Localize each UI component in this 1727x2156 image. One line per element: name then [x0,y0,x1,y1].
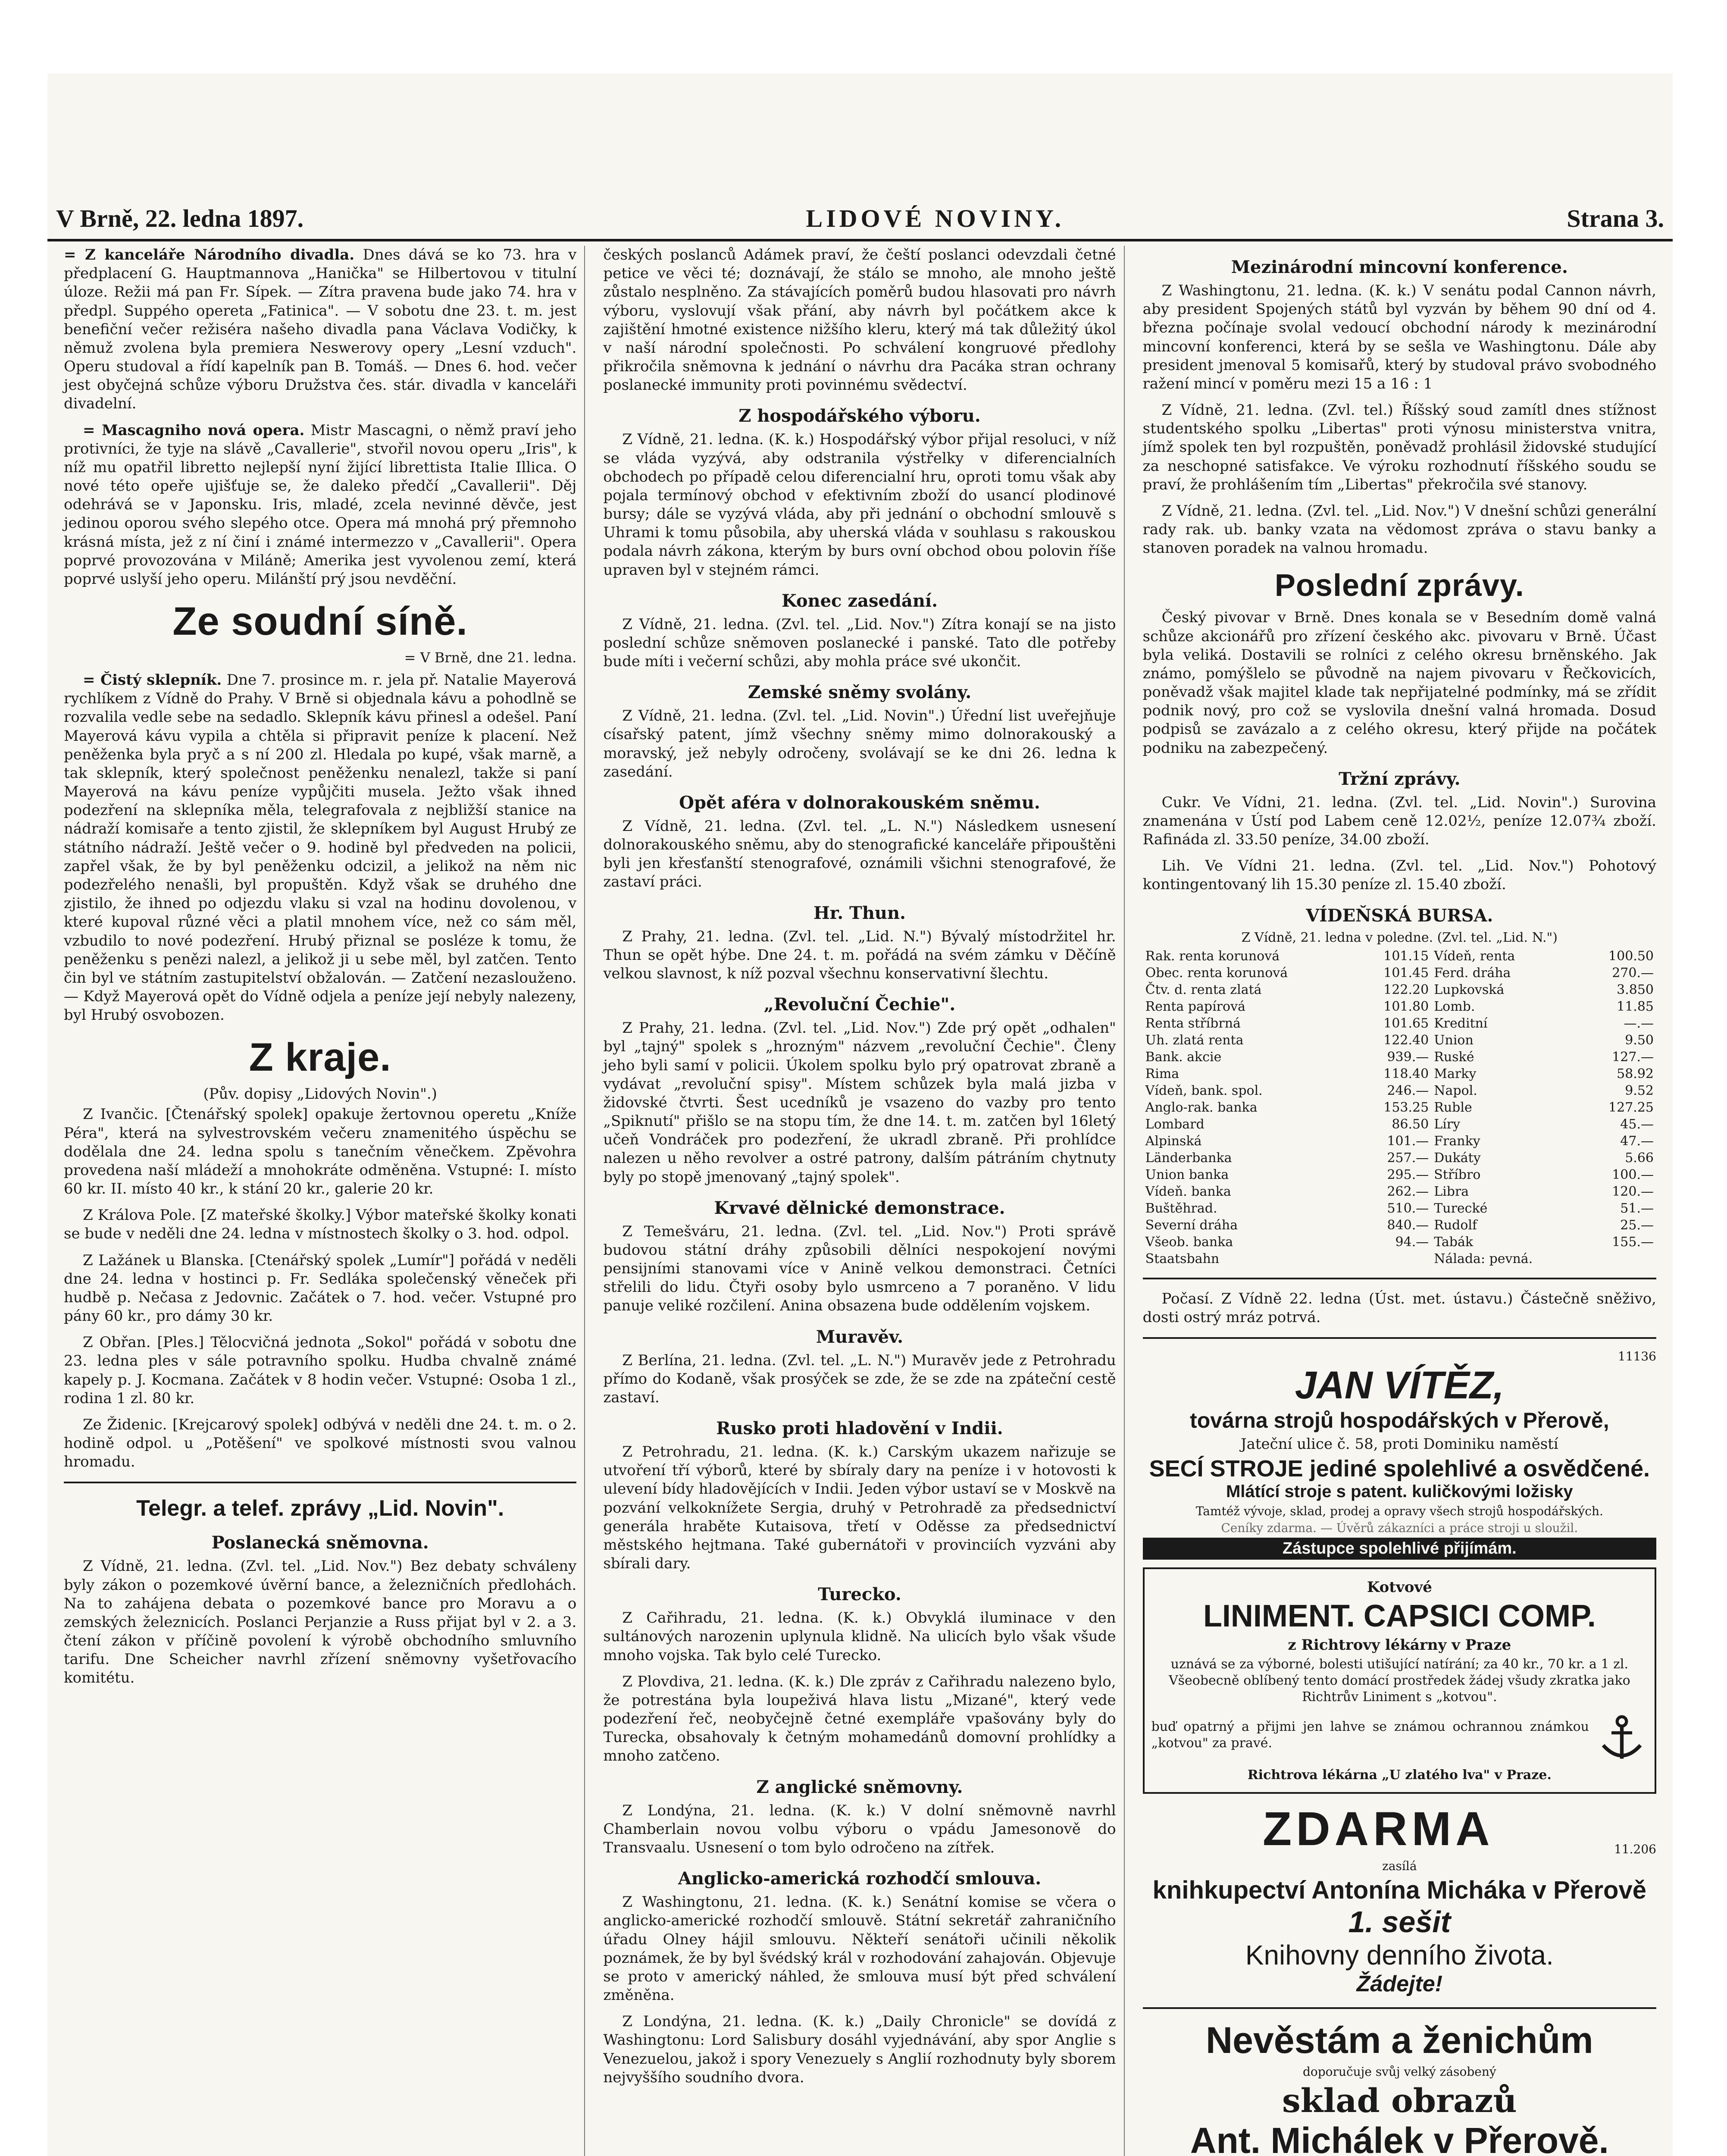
ad-zdarma-book: Knihovny denního života. [1245,1940,1554,1971]
ad-jan-vitez-headline: SECÍ STROJE jediné spolehlivé a osvědčené. [1149,1455,1650,1482]
stock-name: Libra [1434,1184,1469,1199]
heading-diets: Zemské sněmy svolány. [748,682,972,703]
stock-exchange-subtitle: Z Vídně, 21. ledna v poledne. (Zvl. tel. „Lid. N.") [1241,930,1558,945]
stock-value: 58.92 [1617,1066,1654,1081]
article-mint-conference: Z Washingtonu, 21. ledna. (K. k.) V senátu podal Cannon návrh, aby president Spojených států byl vyzván by během 90 dní od 4. března počínaje svolal vedoucí obchodní národy k mezinárodní mincovní konferenci, která by se sešla ve Washingtonu. Dále aby president jmenoval 5 komisařů, který by studoval právo svobodného ražení mincí v poměru mezi 15 a 16 : 1 [1142,282,1656,392]
stock-name: Stříbro [1434,1167,1481,1182]
stock-name: Renta stříbrná [1145,1015,1241,1031]
masthead [47,194,1673,241]
ad-zdarma-bookshop: knihkupectví Antonína Micháka v Přerově [1152,1876,1646,1905]
stock-row [1143,1049,1656,1065]
masthead-page: Strana 3. [1567,204,1664,232]
heading-mint-conference: Mezinárodní mincovní konference. [1231,257,1568,277]
stock-value: 25.— [1620,1217,1654,1233]
stock-row [1143,948,1656,965]
stock-name: Union [1434,1032,1474,1048]
stock-row [1143,1200,1656,1217]
region-zidenice: Ze Židenic. [Krejcarový spolek] odbývá v neděli dne 24. t. m. o 2. hodině odpol. u „Potěšení" ve spolkové místnosti svou valnou hromadu. [64,1416,577,1471]
parliament-heading: Poslanecká sněmovna. [211,1532,429,1553]
ad-liniment [1143,1567,1656,1794]
column-middle [595,246,1124,2156]
stock-name: Franky [1434,1133,1480,1149]
article-session-end: Z Vídně, 21. ledna. (Zvl. tel. „Lid. Nov.") Zítra konají se na jisto poslední schůze sněmoven poslanecké i panské. Tato dle potřeby bude míti i večerní schůzi, aby mohla práce své ukončit. [603,615,1116,671]
article-turkey-1: Z Cařihradu, 21. ledna. (K. k.) Obvyklá iluminace v den sultánových narozenin uplynula klidně. Na ulicích bylo však všude mnoho vojska. Tak bylo celé Turecko. [603,1609,1116,1664]
stock-value: 101.80 [1383,999,1429,1014]
ad-liniment-text: uznává se za výborné, bolesti utišující natírání; za 40 kr., 70 kr. a 1 zl. Všeobecně oblíbený tento domácí prostředek žádej všudy zkratka jako Richtrův Liniment s „kotvou". [1168,1656,1630,1705]
ad-michalek-middle: sklad obrazů [1282,2081,1517,2120]
article-court-text: Dne 7. prosince m. r. jela př. Natalie Mayerová rychlíkem z Vídně do Prahy. V Brně si objednala kávu a pohodlně se rozvalila vedle sebe na sedadlo. Sklepník kávu přinesl a odešel. Paní Mayerová kávu vypila a chtěla si připravit peníze k placení. Než peněženka byla pryč a s ní 200 zl. Hledala po kupé, však marně, a tak sklepník, který společnost peněženku nenalezl, takže si paní Mayerová na kávu peníze vypůjčiti musela. Ježto však ihned podezření na sklepníka měla, telegrafovala z nejbližší stanice na nádraží komisaře a tento zjistil, že sklepníkem byl August Hrubý ze státního nádraží. Ještě večer o 9. hodině byl předveden na policii, zapřel však, že by byl peněženku odcizil, a jelikož na něm nic podezřelého nenašli, byl propuštěn. Když však se druhého dne zjistilo, že ihned po odjezdu vlaku si vzal na hodinu dovolenou, v které kupoval různé věci a platil mnohem více, než co sám měl, vzbudilo to nové podezření. Hrubý přiznal se posléze k tomu, že peněženku s penězi nalezl, a jelikož ji u sebe měl, byl zatčen. Tento čin byl ve státním zastupitelství obžalován. — Zatčení nezaslouženo. — Když Mayerová opět do Vídně odjela a peníze její nebyly nalezeny, byl Hrubý osvobozen. [64,671,577,1024]
article-turkey-2: Z Plovdiva, 21. ledna. (K. k.) Dle zpráv z Cařihradu nalezeno bylo, že potrestána byla loupeživá hlava listu „Mizané", který vede podezření řeč, neobyčejně četné exempláře vpašovány byly do Turecka, obsahovaly k četným mohamedánů domovní prohlídky a mnoho zatčeno. [603,1673,1116,1765]
stock-name: Marky [1434,1066,1477,1081]
article-treaty-2: Z Londýna, 21. ledna. (K. k.) „Daily Chronicle" se dovídá z Washingtonu: Lord Salisbury dosáhl vyjednávání, aby spor Anglie s Venezuelou, jakož i spory Venezuely s Anglií rozhodnuty byly sborem nejvyššího soudního dvora. [603,2013,1116,2086]
ad-zdarma-issue: 1. sešit [1348,1905,1451,1939]
divider [1143,1278,1656,1279]
heading-thun: Hr. Thun. [813,903,906,923]
article-diets: Z Vídně, 21. ledna. (Zvl. tel. „Lid. Novin".) Úřední list uveřejňuje císařský patent, jímž všechny sněmy mimo dolnorakouský a moravský, jež nebyly odročeny, svolávají se ke dni 26. ledna k zasedání. [603,707,1116,780]
stock-row [1143,1116,1656,1133]
article-theatre [64,246,576,414]
region-obrany: Z Obřan. [Ples.] Tělocvičná jednota „Sokol" pořádá v sobotu dne 23. ledna ples v sále potravního spolku. Hudba chvalně známé kapely p. J. Kocmana. Začátek v 8 hodin večer. Vstupné: Osoba 1 zl., rodina 1 zl. 80 kr. [64,1334,577,1407]
column-right [1135,246,1664,2156]
stock-value: 246.— [1387,1083,1429,1098]
stock-name: Alpinská [1145,1133,1202,1149]
stock-value: 155.— [1612,1234,1654,1250]
stock-row [1143,1065,1656,1082]
stock-row [1143,998,1656,1015]
stock-name: Vídeň, bank. spol. [1145,1083,1263,1098]
stock-name: Staatsbahn [1145,1251,1220,1266]
article-court [64,671,576,1025]
stock-name: Napol. [1434,1083,1477,1098]
ad-michalek-title: Nevěstám a ženichům [1206,2020,1593,2062]
heading-session-end: Konec zasedání. [781,590,938,611]
stock-row [1143,1150,1656,1166]
ad-jan-vitez-footer: Zástupce spolehlivé přijímám. [1143,1538,1656,1560]
divider [64,1482,576,1483]
section-telegraph-title: Telegr. a telef. zprávy „Lid. Novin". [136,1496,504,1521]
article-treaty-1: Z Washingtonu, 21. ledna. (K. k.) Senátní komise se včera o anglicko-americké rozhodčí smlouvě. Státní sekretář zahraničního úřadu Olney hájil smlouvu. Někteří senátoři učinili několik poznámek, že by byl švédský král v rozhodování zahajován. Objevuje se proto v americký náhled, že smlouva musí být před schválení změněna. [603,1893,1116,2004]
stock-name: Rak. renta korunová [1145,948,1280,964]
stock-value: 120.— [1612,1184,1654,1199]
ad-liniment-from: z Richtrovy lékárny v Praze [1288,1636,1511,1654]
weather-report: Počasí. Z Vídně 22. ledna (Úst. met. ústavu.) Částečně sněživo, dosti ostrý mráz potrvá. [1142,1290,1656,1326]
ad-michalek-sub: doporučuje svůj velký zásobený [1302,2065,1496,2079]
stock-value: 101.65 [1383,1015,1429,1031]
stock-value: 45.— [1620,1116,1654,1132]
stock-row [1143,1082,1656,1099]
stock-name: Vídeň, renta [1434,948,1515,964]
stock-value: 257.— [1387,1150,1429,1166]
ad-jan-vitez-small: Tamtéž vývoje, sklad, prodej a opravy všech strojů hospodářských. [1195,1504,1603,1518]
ad-zdarma-zasila: zasílá [1382,1859,1417,1874]
stock-name: Turecké [1434,1200,1488,1216]
stock-name: Buštěhrad. [1145,1200,1217,1216]
market-spirit: Lih. Ve Vídni 21. ledna. (Zvl. tel. „Lid. Nov.") Pohotový kontingentovaný lih 15.30 peníze zl. 15.40 zboží. [1142,857,1656,893]
article-clergy: českých poslanců Adámek praví, že čeští poslanci odevzdali četné petice ve věci té; doznávají, že stálo se mnoho, ale mnoho ještě zůstalo nesplněno. Za stávajících poměrů budou hlasovati pro návrh výboru, vyslovují však přání, aby návrh byl počátkem akce k zajištění hmotné existence nižšího kleru, který má tak důležitý úkol v naší národní společnosti. Po schválení kongruové předlohy přikročila sněmovna k jednání o návrhu dra Pacáka stran ochrany poslanecké immunity proti povinnému svědectví. [603,246,1116,394]
stock-value: 122.20 [1383,982,1429,997]
heading-affair: Opět aféra v dolnorakouském sněmu. [679,792,1040,813]
stock-name: Tabák [1434,1234,1474,1250]
stock-value: 51.— [1620,1200,1654,1216]
ad-jan-vitez [1143,1349,1656,1560]
section-region-title: Z kraje. [249,1035,391,1080]
stock-name: Länderbanka [1145,1150,1232,1166]
stock-name: Anglo-rak. banka [1145,1100,1258,1115]
heading-market: Tržní zprávy. [1339,768,1461,789]
section-court-title: Ze soudní síně. [172,599,468,644]
stock-row [1143,1183,1656,1200]
stock-value: 100.— [1612,1167,1654,1182]
stock-value: 939.— [1387,1049,1429,1065]
masthead-title: LIDOVÉ NOVINY. [806,204,1065,232]
ad-jan-vitez-sub: Mlátící stroje s patent. kuličkovými ložisky [1226,1482,1573,1501]
article-theatre-text: Dnes dává se ko 73. hra v předplacení G. Hauptmannova „Hanička" se Hilbertovou v titulní úloze. Režii má pan Fr. Sípek. — Zítra pravena bude jako 74. hra v předpl. Suppého opereta „Fatinica". — V sobotu dne 23. t. m. jest benefiční večer režiséra našeho divadla pana Václava Vodičky, k němuž zvolena byla premiera Neswerovy opery „Lesní vzduch". Operu studoval a řídí kapelník pan B. Tomáš. — Dnes 6. hod. večer jest obyčejná schůze výboru Družstva čes. stár. divadla v kanceláři divadelní. [64,246,577,413]
stock-value: 94.— [1395,1234,1429,1250]
article-brewery: Český pivovar v Brně. Dnes konala se v Besedním domě valná schůze akcionářů pro zřízení českého akc. pivovaru v Brně. Účast byla veliká. Dostavili se rolníci z celého okresu brněnského. Jak známo, pomýšlelo se původně na najem pivovaru v Řečkovicích, poněvadž však majitel klade tak nepřijatelné podmínky, má se zřídit podnik nový, pro což se vyslovila dnešní valná hromada. Dosud podpisů se zavázalo a z celého okresu, který přijde na počátek podniku na zabezpečený. [1142,609,1656,757]
ad-jan-vitez-title: JAN VÍTĚZ, [1295,1363,1504,1407]
stock-name: Nálada: pevná. [1434,1251,1533,1266]
stock-name: Ferd. dráha [1434,965,1511,981]
stock-value: 47.— [1620,1133,1654,1149]
masthead-date: V Brně, 22. ledna 1897. [56,204,304,232]
region-ivancice: Z Ivančic. [Čtenářský spolek] opakuje žertovnou operetu „Kníže Péra", která na sylvestrovském večeru znamenitého úspěchu se dodělala dne 24. ledna spolu s tanečním věnečkem. Zpěvohra provedena naší mládeží a mnohokráte odměněna. Vstupné: I. místo 60 kr. II. místo 40 kr., k stání 20 kr., galerie 20 kr. [64,1106,577,1198]
ad-zdarma [1143,1802,1656,1997]
newspaper-page [47,73,1673,2156]
stock-name: Renta papírová [1145,999,1245,1014]
stock-value: 101.15 [1383,948,1429,964]
columns [56,246,1664,2156]
ad-liniment-warning: buď opatrný a přijmi jen lahve se známou ochrannou známkou „kotvou" za pravé. [1151,1719,1589,1751]
article-libertas: Z Vídně, 21. ledna. (Zvl. tel.) Říšský soud zamítl dnes stížnost studentského spolku „Libertas" proti výnosu ministerstva vnitra, jímž spolek ten byl rozpuštěn, poněvadž prohlásil židovské studující za neschopné satisfakce. Ve výroku rozhodnutí říšského soudu se praví, že prohlášením tím „Libertas" překročila své stanovy. [1142,401,1656,493]
article-affair: Z Vídně, 21. ledna. (Zvl. tel. „L. N.") Následkem usnesení dolnorakouského sněmu, aby do stenografické kanceláře připouštěni byli jen křesťanští stenografové, oznámili všichni stenografové, že zastaví práci. [603,817,1116,891]
article-opera [64,421,576,589]
stock-row [1143,1099,1656,1116]
stock-value: 127.— [1612,1049,1654,1065]
ad-michalek-name: Ant. Michálek v Přerově. [1190,2120,1609,2156]
stock-value: 262.— [1387,1184,1429,1199]
stock-value: 9.52 [1625,1083,1654,1098]
stock-value: 100.50 [1608,948,1654,964]
stock-value: 153.25 [1383,1100,1429,1115]
stock-value: 122.40 [1383,1032,1429,1048]
section-latest-news: Poslední zprávy. [1274,568,1524,603]
stock-value: 5.66 [1625,1150,1654,1166]
stock-name: Ruské [1434,1049,1474,1065]
heading-treaty: Anglicko-americká rozhodčí smlouva. [678,1868,1042,1889]
stock-name: Lupkovská [1434,982,1505,997]
stock-name: Čtv. d. renta zlatá [1145,982,1262,997]
stock-row [1143,1234,1656,1250]
stock-value [1583,1250,1656,1267]
market-sugar: Cukr. Ve Vídni, 21. ledna. (Zvl. tel. „Lid. Novin".) Surovina znamenána v Ústí pod Labem ceně 12.02½, peníze 12.07¾ zboží. Rafináda zl. 33.50 peníze, 34.00 zboží. [1142,793,1656,849]
article-opera-text: Mistr Mascagni, o němž praví jeho protivníci, že tyje na slávě „Cavallerie", stvořil novou operu „Iris", k níž mu opatřil libretto nejlepší nyní žijící librettista Italie Illica. O nové této opeře ujišťuje se, že daleko předčí „Cavallerii". Děj odehrává se v Japonsku. Iris, mladé, zcela nevinné děvče, jest jedinou oporou svého slepého otce. Opera má mnohá prý přemnoho krásná místa, jež z ní činí i známé intermezzo v „Cavallerii". Opera poprvé provozována v Miláně; Amerika jest vyvolenou zemí, která poprvé uslyší jeho operu. Milánští prý jsou nevděční. [64,421,577,588]
article-muravev: Z Berlína, 21. ledna. (Zvl. tel. „L. N.") Muravěv jede z Petrohradu přímo do Kodaně, však prosýček se zde, že se zde na zpáteční cestě zastaví. [603,1351,1116,1406]
stock-value: 270.— [1612,965,1654,981]
stock-value: 118.40 [1383,1066,1429,1081]
heading-english-parliament: Z anglické sněmovny. [756,1777,963,1797]
court-dateline: = V Brně, dne 21. ledna. [404,649,577,666]
stock-name: Kreditní [1434,1015,1488,1031]
article-india: Z Petrohradu, 21. ledna. (K. k.) Carským ukazem nařizuje se utvoření tří výborů, které by sbíraly dary na peníze i v hotovosti k ulevení bídy hladovějících v Indii. Jeden výbor ustaví se v Moskvě na pozvání velkoknížete Sergia, druhý v Petrohradě za předsednictví generála hraběte Kutaisova, třetí v Oděsse za předsednictví městského hejtmana. Také gubernátoři v provinciích vyzváni aby sbírali dary. [603,1443,1116,1573]
heading-india: Rusko proti hladovění v Indii. [716,1418,1003,1439]
heading-turkey: Turecko. [818,1584,901,1605]
heading-stock-exchange: VÍDEŇSKÁ BURSA. [1306,905,1493,926]
stock-row [1143,1133,1656,1150]
stock-name: Ruble [1434,1100,1472,1115]
stock-value: 840.— [1387,1217,1429,1233]
column-left [56,246,585,2156]
stock-value: 127.25 [1608,1100,1654,1115]
anchor-icon [1596,1713,1648,1765]
region-kralovo-pole: Z Králova Pole. [Z mateřské školky.] Výbor mateřské školky konati se bude v neděli dne 24. ledna v místnostech školky o 3. hod. odpol. [64,1206,577,1243]
ad-michalek [1143,2019,1656,2156]
stock-value: 11.85 [1617,999,1654,1014]
article-revolutionary: Z Prahy, 21. ledna. (Zvl. tel. „Lid. Nov.") Zde prý opět „odhalen" byl „tajný" spolek s „hrozným" názvem „revoluční Čechie". Členy jeho byli samí v policii. Úkolem spolku bylo prý opatrovat zbraně a vydávat „revoluční spisy". Místem schůzek byla malá jizba v židovské čtvrti. Šest ucedníků je vsazeno do vazby pro tento „Spiknutí" přišlo se na stopu tím, že dne 14. t. m. zatčen byl 16letý učeň Vondráček pro podezření, že ukradl zbraně. Při prohlídce nalezen u něho revolver a ostré patrony, dalším pátráním chytnuty byly po stopě jmenovaný „tajný spolek". [603,1019,1116,1186]
stock-name: Lombard [1145,1116,1205,1132]
ad-jan-vitez-address: Jateční ulice č. 58, proti Dominiku naměstí [1240,1435,1558,1453]
stock-value: 295.— [1387,1167,1429,1182]
article-english-parliament: Z Londýna, 21. ledna. (K. k.) V dolní sněmovně navrhl Chamberlain novou volbu výboru o vpádu Jamesonově do Transvaalu. Usnesení o tom bylo odročeno na zítřek. [603,1802,1116,1856]
stock-row [1143,1015,1656,1032]
stock-row [1143,1250,1656,1267]
stock-value: 86.50 [1392,1116,1429,1132]
stock-row [1143,1032,1656,1049]
article-court-kicker: = Čistý sklepník. [83,671,222,689]
stock-name: Bank. akcie [1145,1049,1222,1065]
article-demonstrations: Z Temešváru, 21. ledna. (Zvl. tel. „Lid. Nov.") Proti správě budovou státní dráhy způsobili dělníci nespokojení novými pensijními stanovami více v Anině velkou demonstraci. Četníci střelili do lidu. Čtyři osoby bylo usmrceno a 7 poraněno. V lidu panuje veliké rozčilení. Anina obsazena bude oddělením vojskem. [603,1222,1116,1315]
stock-name: Lomb. [1434,999,1475,1014]
stock-name: Severní dráha [1145,1217,1238,1233]
ad-liniment-footer: Richtrova lékárna „U zlatého lva" v Praze. [1247,1767,1552,1783]
heading-muravev: Muravěv. [816,1326,904,1347]
region-subtitle: (Pův. dopisy „Lidových Novin".) [203,1085,437,1103]
ad-zdarma-title: ZDARMA [1263,1802,1494,1856]
stock-name: Union banka [1145,1167,1229,1182]
heading-economic-committee: Z hospodářského výboru. [738,406,981,426]
stock-name: Líry [1434,1116,1461,1132]
divider [1143,1337,1656,1339]
stock-value: 510.— [1387,1200,1429,1216]
stock-value: 3.850 [1617,982,1654,997]
ad-jan-vitez-note: Ceníky zdarma. — Úvěrů zákazníci a práce stroji u sloužil. [1221,1520,1578,1535]
stock-row [1143,981,1656,998]
stock-value: 101.45 [1383,965,1429,981]
stock-name: Vídeň. banka [1145,1184,1231,1199]
stock-name: Všeob. banka [1145,1234,1233,1250]
article-bank: Z Vídně, 21. ledna. (Zvl. tel. „Lid. Nov.") V dnešní schůzi generální rady rak. ub. banky vzata na vědomost zpráva o stavu banky a stanoven poradek na valnou hromadu. [1142,502,1656,557]
ad-number: 11136 [1617,1349,1656,1363]
heading-revolutionary: „Revoluční Čechie". [763,994,956,1015]
stock-row [1143,1166,1656,1183]
article-thun: Z Prahy, 21. ledna. (Zvl. tel. „Lid. N.") Bývalý místodržitel hr. Thun se opět hýbe. Dne 24. t. m. pořádá na svém zámku v Děčíně velkou slavnost, k níž pozval všechnu konservativní šlechtu. [603,928,1116,982]
stock-value [1358,1250,1431,1267]
stock-name: Rudolf [1434,1217,1477,1233]
stock-row [1143,1217,1656,1234]
article-theatre-kicker: = Z kanceláře Národního divadla. [64,246,355,263]
ad-liniment-title: LINIMENT. CAPSICI COMP. [1203,1598,1596,1633]
divider [1143,2007,1656,2009]
article-economic-committee: Z Vídně, 21. ledna. (K. k.) Hospodářský výbor přijal resoluci, v níž se vláda vyzývá, aby odstranila výstřelky v diferencialních obchodech po případě celou diferencialní hru, oproti tomu však aby pojala termínový obchod v efektivním zboží do usancí plodinové bursy; dále se vyzývá vláda, aby při jednání o obchodní smlouvě s Uhrami k tomu působila, aby uherská vláda v souhlasu s rakouskou podala návrh zákona, kterým by burs ovní obchod obou polovin říše upraven byl v stejném rámci. [603,431,1116,579]
stock-value: 101.— [1387,1133,1429,1149]
ad-zdarma-number: 11.206 [1614,1842,1656,1857]
stock-row [1143,965,1656,981]
stock-value: 9.50 [1625,1032,1654,1048]
article-opera-kicker: = Mascagniho nová opera. [83,421,305,439]
stock-name: Uh. zlatá renta [1145,1032,1244,1048]
heading-demonstrations: Krvavé dělnické demonstrace. [714,1197,1005,1218]
stock-name: Rima [1145,1066,1179,1081]
stock-name: Obec. renta korunová [1145,965,1288,981]
region-lazanky: Z Lažánek u Blanska. [Ctenářský spolek „Lumír"] pořádá v neděli dne 24. ledna v hostinci p. Fr. Sedláka společenský věneček při hudbě p. Nečasa z Jedovnic. Začátek o 7. hod. večer. Vstupné pro pány 60 kr., pro dámy 30 kr. [64,1251,577,1325]
stock-table [1143,948,1656,1267]
ad-zdarma-cta: Žádejte! [1356,1971,1443,1997]
ad-jan-vitez-line: továrna strojů hospodářských v Přerově, [1190,1408,1609,1432]
stock-value: —.— [1624,1015,1654,1031]
ad-liniment-brand: Kotvové [1367,1578,1432,1596]
stock-name: Dukáty [1434,1150,1481,1166]
parliament-text: Z Vídně, 21. ledna. (Zvl. tel. „Lid. Nov.") Bez debaty schváleny byly zákon o pozemkové úvěrní bance, a železničních předlohách. Na to zahájena debata o pozemkové bance pro Moravu a o zemských železnicích. Poslanci Perjanzie a Russ přijat byl v 2. a 3. čtení zákon v příčině povolení k výrobě obchodního smluvního tarifu. Dne Scheicher navrhl zřízení sněmovny vyšetřovacího komitétu. [64,1557,577,1687]
